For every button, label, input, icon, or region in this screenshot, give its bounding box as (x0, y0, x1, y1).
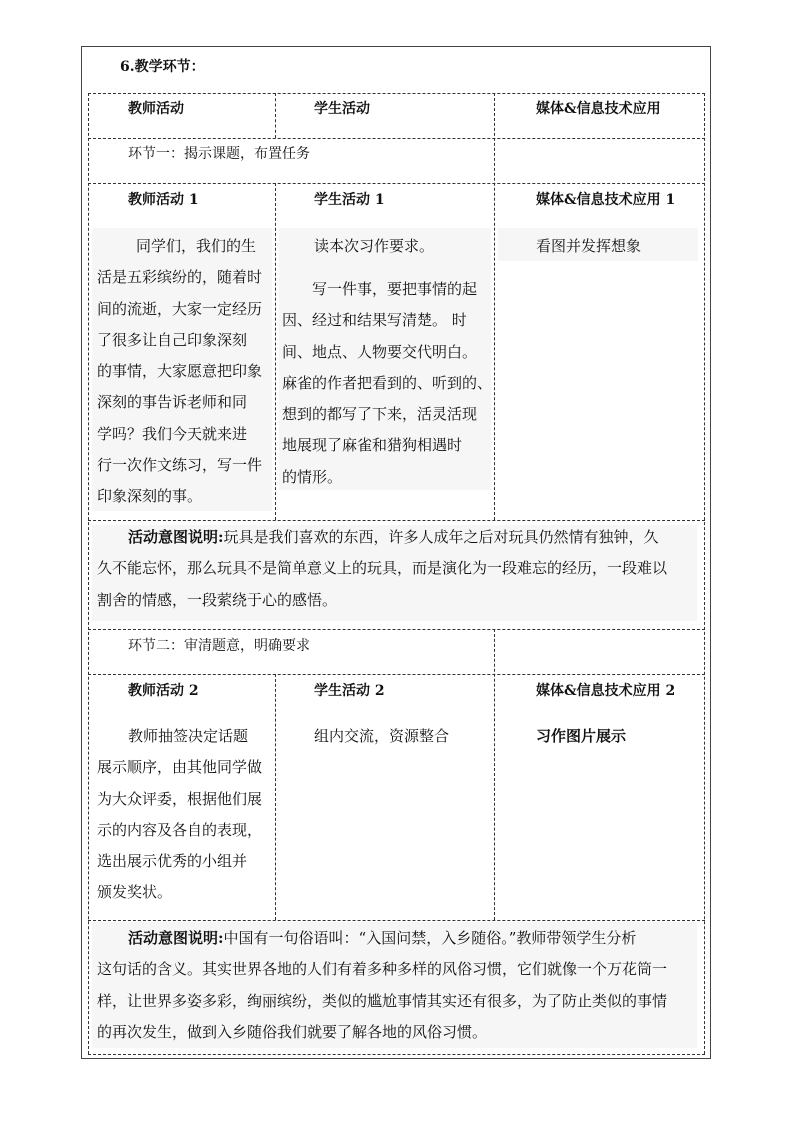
text-line: 读本次习作要求。 (314, 237, 435, 255)
intent-label: 活动意图说明: (128, 528, 224, 546)
column-line (704, 93, 705, 1054)
stage1-student-label: 学生活动 1 (314, 192, 385, 208)
text-line: 学吗？我们今天就来进 (97, 424, 248, 443)
column-line (494, 629, 495, 920)
stage1-student-text-1 (314, 231, 494, 262)
intent-text: 玩具是我们喜欢的东西，许多人成年之后对玩具仍然情有独钟，久 (223, 528, 659, 546)
text-line: 写一件事，要把事情的起 (312, 280, 478, 298)
text-line: 间的流逝，大家一定经历 (97, 299, 263, 318)
text-line (97, 923, 702, 954)
text-line: 了很多让自己印象深刻 (97, 330, 248, 349)
text-line: 的事情，大家愿意把印象 (97, 362, 263, 381)
text-line: 久不能忘怀，那么玩具不是简单意义上的玩具，而是演化为一段难忘的经历，一段难以 (97, 559, 668, 578)
row-line (88, 520, 705, 521)
text-line: 教师抽签决定话题 (128, 727, 249, 745)
stage2-student-text (314, 721, 494, 752)
header-teacher: 教师活动 (128, 101, 184, 117)
text-line: 地展现了麻雀和猎狗相遇时 (282, 436, 463, 455)
text-line: 想到的都写了下来，活灵活现 (282, 405, 478, 424)
stage2-teacher-label: 教师活动 2 (128, 683, 199, 699)
text-line: 组内交流，资源整合 (314, 727, 450, 745)
text-line: 示的内容及各自的表现， (97, 820, 263, 839)
text-line: 的情形。 (282, 467, 343, 486)
section-title: 6.教学环节： (120, 59, 205, 75)
stage2-intent (97, 923, 702, 1048)
text-line (97, 522, 702, 553)
row-line (88, 1054, 705, 1055)
row-line (88, 920, 705, 921)
text-line: 割舍的情感，一段萦绕于心的感悟。 (97, 590, 338, 609)
row-line (88, 629, 705, 630)
text-line: 同学们，我们的生 (136, 237, 257, 255)
intent-label: 活动意图说明: (128, 929, 224, 947)
stage1-media-text (536, 231, 696, 262)
text-line: 的再次发生，做到入乡随俗我们就要了解各地的风俗习惯。 (97, 1022, 488, 1041)
text-line: 习作图片展示 (536, 727, 627, 745)
text-line: 深刻的事告诉老师和同 (97, 393, 248, 412)
column-line (88, 93, 89, 1054)
stage2-student-label: 学生活动 2 (314, 683, 385, 699)
header-student: 学生活动 (314, 101, 370, 117)
stage1-teacher-label: 教师活动 1 (128, 192, 199, 208)
row-line (88, 93, 705, 94)
text-line: 麻雀的作者把看到的、听到的、 (282, 373, 493, 392)
text-line: 间、地点、人物要交代明白。 (282, 342, 478, 361)
stage1-title: 环节一：揭示课题，布置任务 (128, 146, 310, 162)
stage1-student-text-2 (282, 274, 497, 493)
lesson-table (88, 93, 705, 1055)
text-line: 样，让世界多姿多彩，绚丽缤纷，类似的尴尬事情其实还有很多，为了防止类似的事情 (97, 991, 668, 1010)
stage1-intent (97, 522, 702, 616)
text-line: 这句话的含义。其实世界各地的人们有着多种多样的风俗习惯，它们就像一个万花筒一 (97, 960, 668, 979)
stage2-teacher-text (97, 721, 277, 909)
stage2-media-label: 媒体&信息技术应用 2 (536, 683, 676, 699)
text-line: 展示顺序，由其他同学做 (97, 758, 263, 777)
text-line: 因、经过和结果写清楚。 时 (282, 311, 467, 330)
text-line: 活是五彩缤纷的，随着时 (97, 268, 263, 287)
row-line (88, 674, 705, 675)
stage2-media-text (536, 721, 696, 752)
text-line: 印象深刻的事。 (97, 487, 203, 506)
stage1-teacher-text (97, 231, 277, 513)
text-line: 为大众评委，根据他们展 (97, 789, 263, 808)
text-line: 选出展示优秀的小组并 (97, 852, 248, 871)
text-line: 行一次作文练习，写一件 (97, 456, 263, 475)
row-line (88, 183, 705, 184)
intent-text: 中国有一句俗语叫：“入国问禁，入乡随俗。”教师带领学生分析 (223, 929, 637, 947)
stage1-media-label: 媒体&信息技术应用 1 (536, 192, 676, 208)
stage2-title: 环节二：审清题意，明确要求 (128, 638, 310, 654)
header-media: 媒体&信息技术应用 (536, 101, 661, 117)
text-line: 看图并发挥想象 (536, 237, 642, 255)
row-line (88, 138, 705, 139)
column-line (275, 93, 276, 138)
text-line: 颁发奖状。 (97, 883, 173, 902)
